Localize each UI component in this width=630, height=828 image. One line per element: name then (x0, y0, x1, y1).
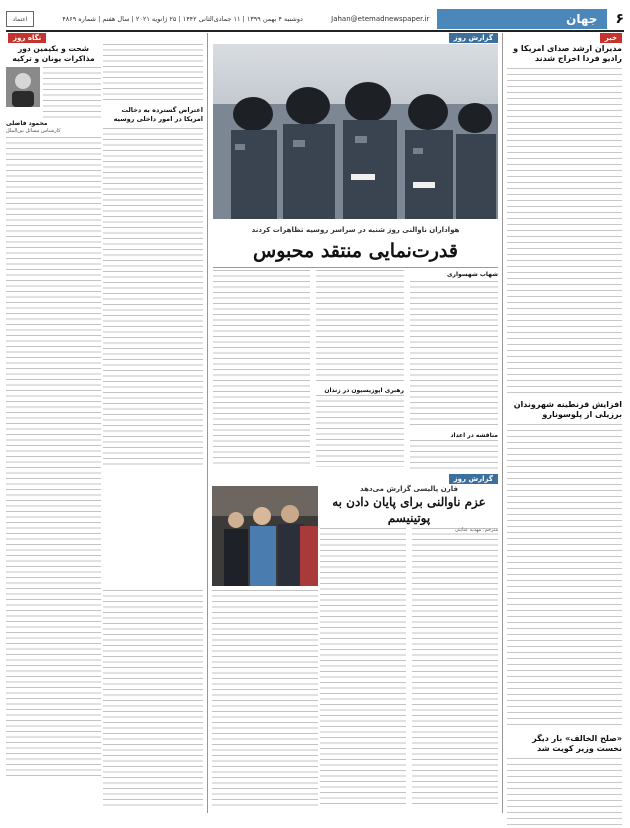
main-story-col-2 (316, 270, 404, 470)
main-story-headline: قدرت‌نمایی منتقد محبوس (253, 240, 458, 262)
author-block (6, 120, 101, 135)
newspaper-logo: اعتماد (6, 11, 34, 27)
main-story-byline: شهاب شهسواری (447, 271, 498, 278)
masthead (6, 8, 624, 32)
section-title: جهان (437, 9, 607, 29)
main-story-col-3 (213, 270, 310, 470)
left-column-body (6, 137, 101, 777)
date-line: دوشنبه ۴ بهمن ۱۳۹۹ | ۱۱ جمادی‌الثانی ۱۴۴۲ | ۲۵ ژانویه ۲۰۲۱ | سال هفتم | شماره ۴۸۶۹ (62, 15, 303, 23)
main-story-col-1 (410, 270, 498, 470)
second-story-col-3 (212, 590, 318, 810)
headline-rule (213, 267, 498, 268)
left-intro-body (43, 67, 101, 119)
right-article-3-body (507, 758, 622, 828)
right-headline-1: مدیران ارشد صدای امریکا و رادیو فردا اخراج شدند (513, 44, 622, 63)
author-row (6, 67, 101, 119)
main-story-body-2 (316, 270, 404, 382)
second-story-body-2 (320, 528, 406, 808)
second-story-headline: عزم ناوالنی برای پایان دادن به پوتینیسم (332, 495, 486, 525)
author-name: محمود فاضلی (6, 120, 48, 127)
second-story-kicker: فارن پالیسی گزارش می‌دهد (360, 485, 458, 493)
author-photo (6, 67, 40, 107)
masthead-right (331, 9, 624, 29)
news-tag: خبر (600, 33, 622, 43)
second-story-head (320, 484, 498, 533)
main-story-kicker: هواداران ناوالنی روز شنبه در سراسر روسیه تظاهرات کردند (251, 226, 460, 234)
navalny-arrest-photo (212, 486, 318, 586)
lower-middle-text (103, 590, 203, 808)
second-story-col-1 (412, 528, 498, 810)
author-role: کارشناس مسائل بین‌الملل (6, 128, 61, 134)
second-story-body-3 (212, 590, 318, 808)
second-story-body-1 (412, 528, 498, 808)
main-story-headline-wrap (213, 238, 498, 264)
sidebar-box-body (103, 128, 203, 468)
right-headline-2: افزایش قرنطینه شهروندان برزیلی از پلوسونارو (513, 400, 622, 419)
note-tag: نگاه روز (8, 33, 46, 43)
sidebar-box (103, 44, 203, 474)
main-story-body-1 (410, 281, 498, 429)
page-number: ۶ (615, 11, 624, 27)
left-column (6, 44, 101, 814)
column-rule-right (502, 33, 503, 813)
right-article-2-body (507, 424, 622, 728)
right-headline-3: «صلح الخالف» بار دیگر نخست وزیر کویت شد (532, 734, 622, 753)
main-story-body-3 (213, 270, 310, 466)
second-story-byline: مترجم: مهدیه عنایتی (455, 527, 498, 533)
main-story-subhead-1: رهبری اپوزیسیون در زندان (324, 387, 404, 394)
sidebar-box-title: اعتراض گسترده به دخالت امریکا در امور داخلی روسیه (113, 106, 203, 123)
main-story-body-2b (316, 395, 404, 467)
second-story-col-2 (320, 528, 406, 810)
riot-police-photo (213, 44, 498, 219)
riot-police-image (213, 44, 498, 219)
main-story-body-1b (410, 440, 498, 470)
column-rule-mid (207, 33, 208, 813)
email-address[interactable]: Jahan@etemadnewspaper.ir (331, 15, 430, 23)
report-tag-top: گزارش روز (449, 33, 498, 43)
lower-middle-body (103, 590, 203, 810)
right-column (507, 44, 622, 814)
arrest-image (212, 486, 318, 586)
main-story-kicker-wrap (213, 224, 498, 236)
report-tag-mid: گزارش روز (449, 474, 498, 484)
sidebar-box-top-body (103, 44, 203, 102)
main-story-subhead-2: مناقشه در اعداد (450, 432, 498, 439)
portrait-icon (6, 67, 40, 107)
right-article-1-body (507, 68, 622, 394)
left-headline: شحت و بکیمین دور مذاکرات یونان و ترکیه (12, 44, 95, 63)
